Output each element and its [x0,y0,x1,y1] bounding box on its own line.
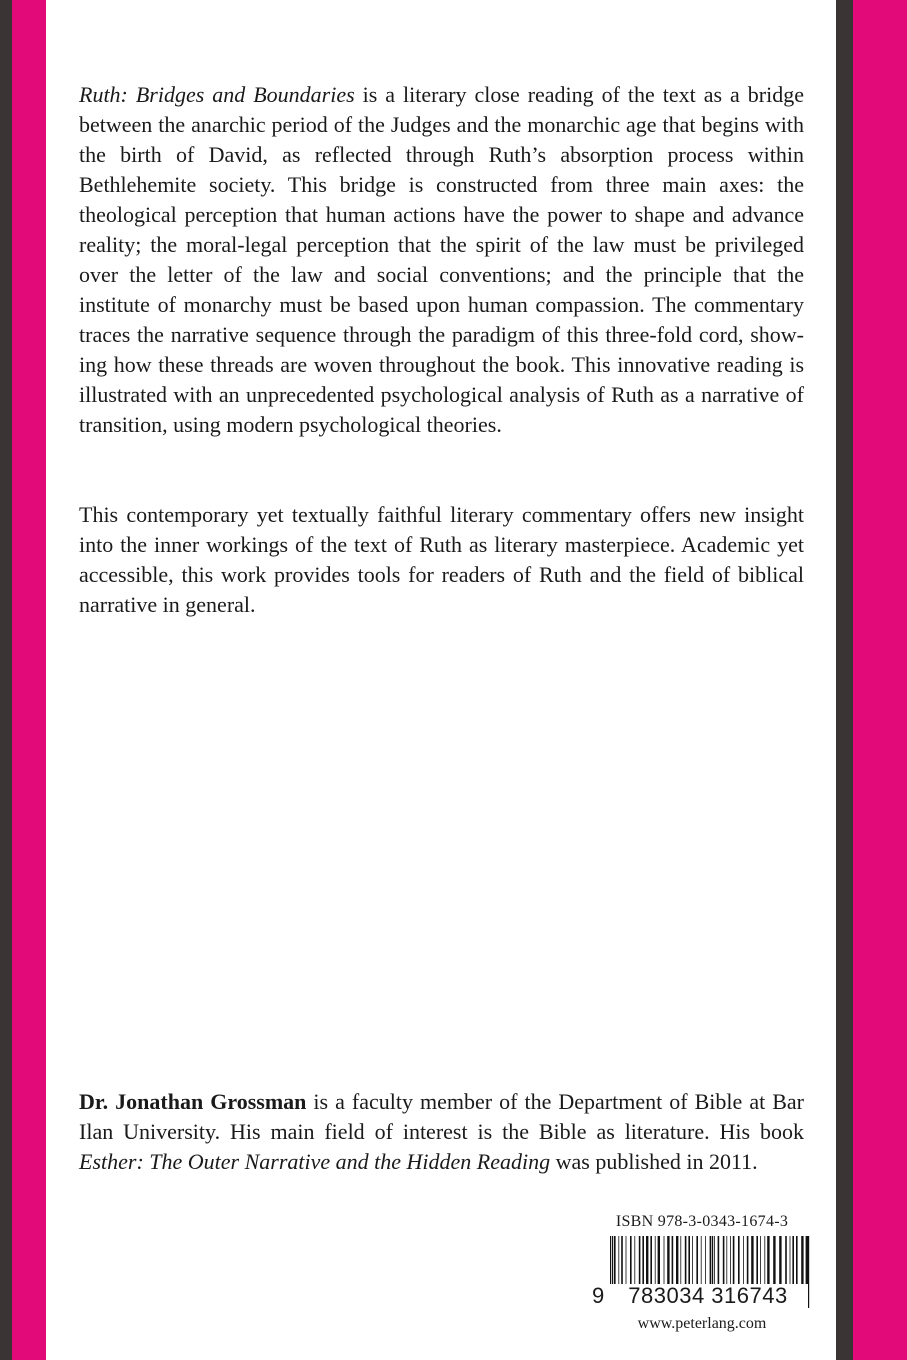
author-book-title: Esther: The Outer Narrative and the Hidden Reading [79,1149,551,1174]
description-paragraph-1-text: is a literary close reading of the text as a bridge between the anarchic period of the Judges and the monarchic age that begins with the birth of David, as reflected through Ruth’s absorption process within Bethlehemite society. This bridge is constructed from three main axes: the theological perception that human actions have the power to shape and advance reality; the moral-legal perception that the spirit of the law must be privileged over the letter of the law and social conventions; and the principle that the institute of monarchy must be based upon human compassion. The commentary traces the narrative sequence through the paradigm of this three-fold cord, showing how these threads are woven throughout the book. This innovative reading is illustrated with an unprecedented psychological analysis of Ruth as a narrative of transition, using modern psychological theories. [79,82,804,437]
description-paragraph-1 [79,80,804,440]
isbn-number: ISBN 978-3-0343-1674-3 [615,1213,789,1230]
barcode-first-digit: 9 [592,1283,605,1308]
left-dark-border [0,0,12,1360]
book-title: Ruth: Bridges and Boundaries [79,82,355,107]
right-dark-border [836,0,853,1360]
publisher-url: www.peterlang.com [637,1315,767,1332]
author-bio-text-a: is a faculty member of the Department of Bible at Bar Ilan University. His main field of interest is the Bible as literature. His book [79,1089,804,1144]
left-pink-border [12,0,46,1360]
author-name: Dr. Jonathan Grossman [79,1089,307,1114]
author-bio-text-b: was published in 2011. [550,1149,758,1174]
author-bio [79,1087,804,1177]
isbn-block [592,1212,812,1332]
barcode-digit-groups: 783034 316743 [608,1284,808,1308]
description-paragraph-2: This contemporary yet textually faithful literary commentary offers new insight into the inner workings of the text of Ruth as literary masterpiece. Academic yet accessible, this work provides tools for readers of Ruth and the field of biblical narrative in general. [79,502,804,617]
right-pink-border [853,0,907,1360]
